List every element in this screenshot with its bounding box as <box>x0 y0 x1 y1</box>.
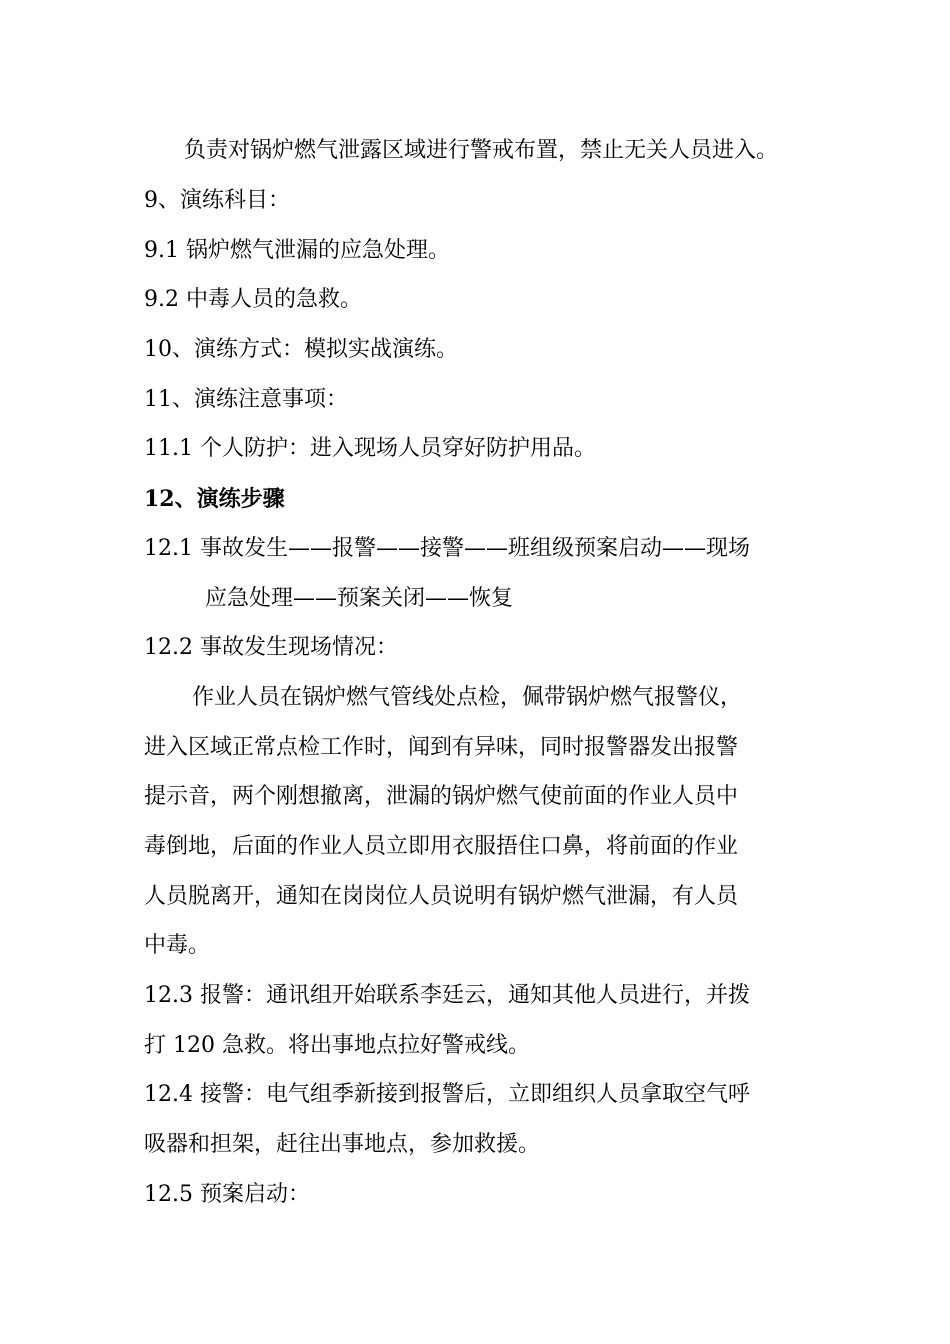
item-12-3: 12.3 报警：通讯组开始联系李廷云，通知其他人员进行，并拨 <box>144 983 750 1008</box>
scene-description-line-6: 中毒。 <box>144 933 211 958</box>
item-10-drill-method: 10、演练方式：模拟实战演练。 <box>144 337 458 362</box>
item-12-1: 12.1 事故发生——报警——接警——班组级预案启动——现场 <box>144 536 750 561</box>
heading-drill-subjects: 9、演练科目： <box>144 188 290 213</box>
item-9-2: 9.2 中毒人员的急救。 <box>144 287 362 312</box>
scene-description-line-3: 提示音，两个刚想撤离，泄漏的锅炉燃气使前面的作业人员中 <box>144 784 739 809</box>
item-12-2: 12.2 事故发生现场情况： <box>144 635 398 660</box>
item-12-4: 12.4 接警：电气组季新接到报警后，立即组织人员拿取空气呼 <box>144 1082 750 1107</box>
paragraph-cordon: 负责对锅炉燃气泄露区域进行警戒布置，禁止无关人员进入。 <box>184 138 779 163</box>
heading-drill-steps: 12、演练步骤 <box>144 486 285 512</box>
scene-description-line-2: 进入区域正常点检工作时，闻到有异味，同时报警器发出报警 <box>144 735 739 760</box>
item-12-4-continued: 吸器和担架，赶往出事地点，参加救援。 <box>144 1132 541 1157</box>
item-12-5: 12.5 预案启动： <box>144 1182 310 1207</box>
item-9-1: 9.1 锅炉燃气泄漏的应急处理。 <box>144 238 450 263</box>
heading-drill-notes: 11、演练注意事项： <box>144 387 348 412</box>
item-11-1: 11.1 个人防护：进入现场人员穿好防护用品。 <box>144 436 596 461</box>
scene-description-line-4: 毒倒地，后面的作业人员立即用衣服捂住口鼻，将前面的作业 <box>144 834 739 859</box>
scene-description-line-1: 作业人员在锅炉燃气管线处点检，佩带锅炉燃气报警仪， <box>192 685 743 710</box>
scene-description-line-5: 人员脱离开，通知在岗岗位人员说明有锅炉燃气泄漏，有人员 <box>144 884 739 909</box>
item-12-3-continued: 打 120 急救。将出事地点拉好警戒线。 <box>144 1033 530 1058</box>
item-12-1-continued: 应急处理——预案关闭——恢复 <box>205 586 514 611</box>
